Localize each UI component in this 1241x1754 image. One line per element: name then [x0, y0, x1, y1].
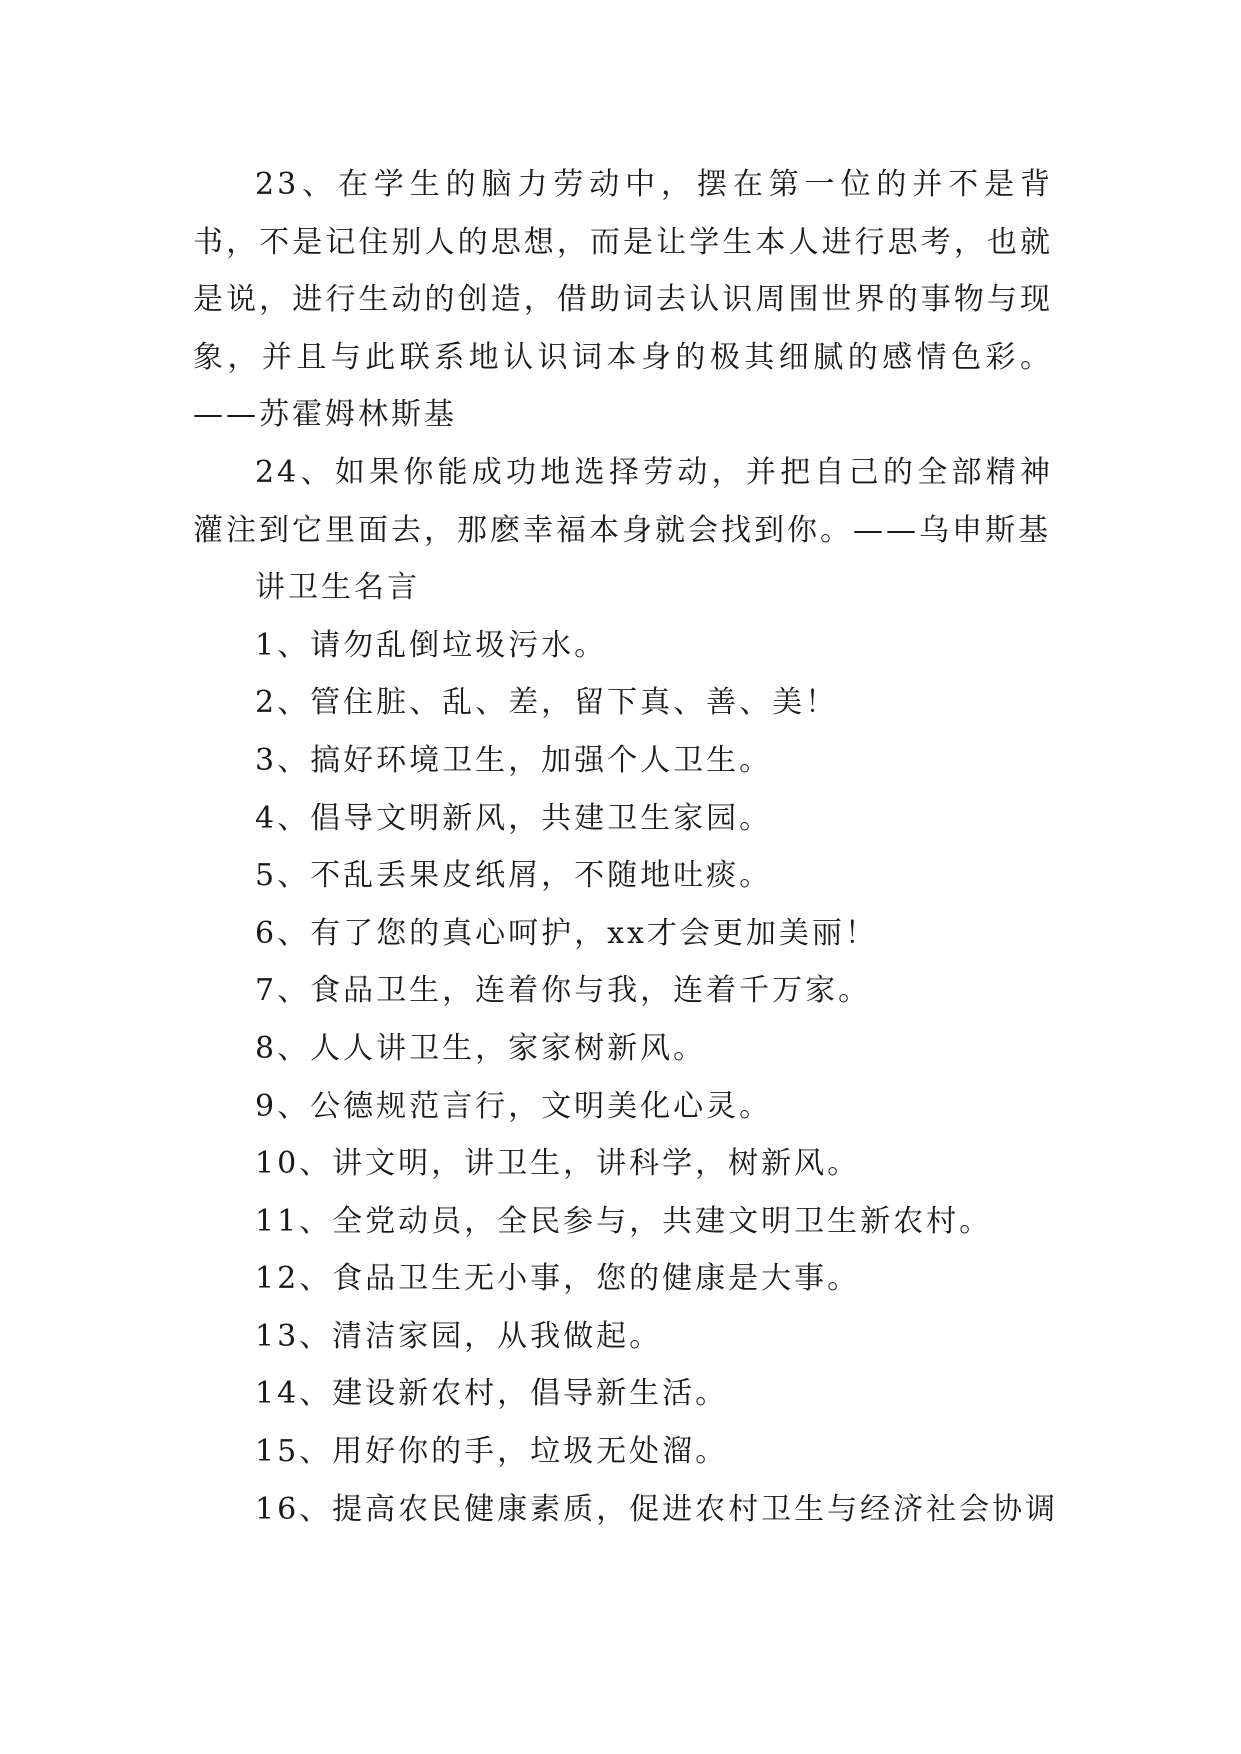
list-item: 12、食品卫生无小事，您的健康是大事。 [255, 1261, 861, 1297]
list-item: 9、公德规范言行，文明美化心灵。 [255, 1088, 773, 1124]
list-item: 3、搞好环境卫生，加强个人卫生。 [255, 742, 773, 778]
quote-paragraph-24: 24、如果你能成功地选择劳动，并把自己的全部精神灌注到它里面去，那麽幸福本身就会找到你。——乌申斯基 [193, 454, 1053, 548]
quote-paragraph-23: 23、在学生的脑力劳动中，摆在第一位的并不是背书，不是记住别人的思想，而是让学生本人进行思考，也就是说，进行生动的创造，借助词去认识周围世界的事物与现象，并且与此联系地认识词本身的极其细腻的感情色彩。——苏霍姆林斯基 [193, 167, 1053, 433]
list-item: 5、不乱丢果皮纸屑，不随地吐痰。 [255, 858, 773, 894]
list-item: 2、管住脏、乱、差，留下真、善、美！ [255, 685, 839, 721]
list-item: 8、人人讲卫生，家家树新风。 [255, 1030, 707, 1066]
list-item: 13、清洁家园，从我做起。 [255, 1318, 663, 1354]
list-item: 7、食品卫生，连着你与我，连着千万家。 [255, 973, 872, 1009]
list-item: 6、有了您的真心呵护，xx才会更加美丽！ [255, 915, 878, 951]
list-item: 14、建设新农村，倡导新生活。 [255, 1376, 729, 1412]
list-item: 10、讲文明，讲卫生，讲科学，树新风。 [255, 1146, 861, 1182]
list-item: 11、全党动员，全民参与，共建文明卫生新农村。 [255, 1203, 993, 1239]
section-heading: 讲卫生名言 [255, 570, 420, 606]
list-item: 15、用好你的手，垃圾无处溜。 [255, 1434, 729, 1470]
list-item: 1、请勿乱倒垃圾污水。 [255, 627, 608, 663]
document-body [193, 156, 1059, 1538]
list-item: 4、倡导文明新风，共建卫生家园。 [255, 800, 773, 836]
list-item: 16、提高农民健康素质，促进农村卫生与经济社会协调 [255, 1491, 1059, 1527]
